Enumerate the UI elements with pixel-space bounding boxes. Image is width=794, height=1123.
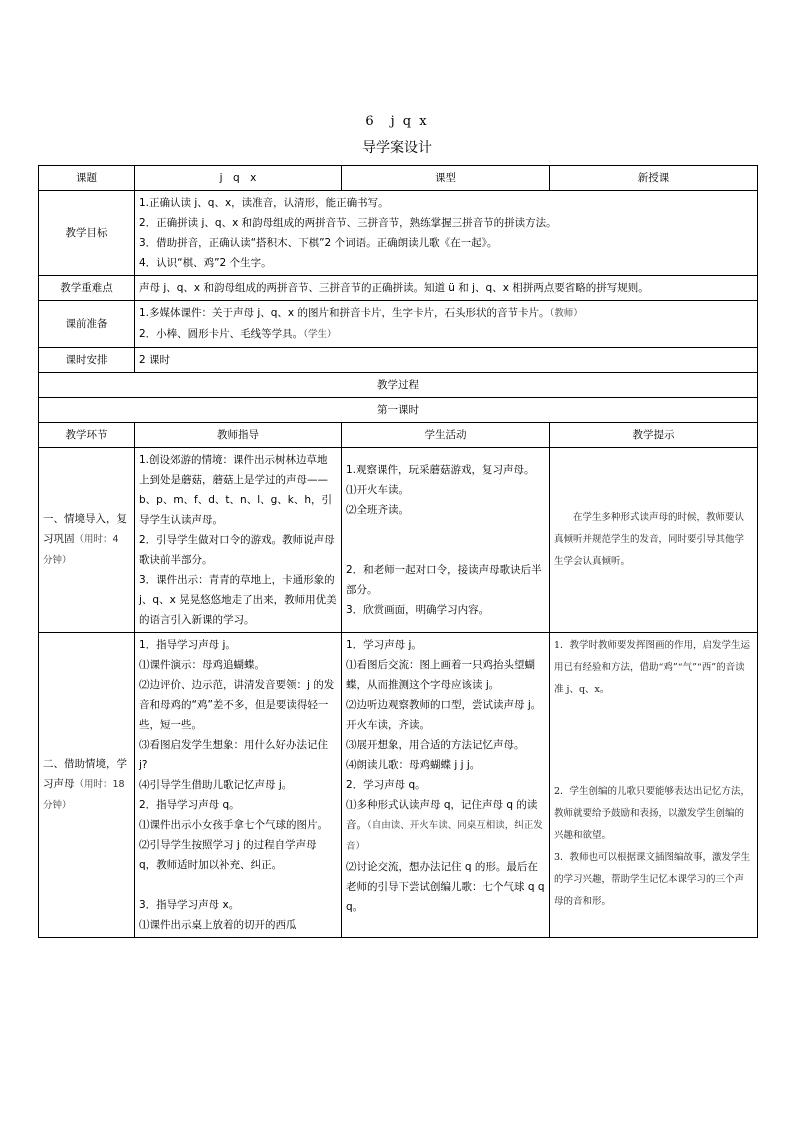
student-step: ⑷朗读儿歌：母鸡蝴蝶 j j j。 [346, 759, 481, 771]
teacher-step: ⑶看图启发学生想象：用什么好办法记住 j? [139, 739, 328, 771]
student-step: ⑵讨论交流，想办法记住 q 的形。最后在老师的引导下尝试创编儿歌：七个气球 q q q。 [346, 861, 545, 913]
teacher-step: 2．指导学习声母 q。 [139, 799, 240, 811]
tip-item: 1．教学时教师要发挥图画的作用，启发学生运用已有经验和方法，借助“鸡”“气”“西”的音读准 j、q、x。 [554, 640, 751, 695]
goals-content [135, 191, 758, 276]
teacher-step: ⑵引导学生按照学习 j 的过程自学声母 q，教师适时加以补充、纠正。 [139, 839, 317, 871]
key-label: 教学重难点 [39, 276, 135, 301]
process-title-row [39, 373, 758, 398]
teacher-step: 1.创设郊游的情境：课件出示树林边草地上到处是蘑菇，蘑菇上是学过的声母——b、p、m、f、d、t、n、l、g、k、h，引导学生认读声母。 [139, 454, 333, 526]
goal-item: 4．认识“棋、鸡”2 个生字。 [139, 257, 272, 269]
teacher-step: 3．课件出示：青青的草地上，卡通形象的 j、q、x 晃晃悠悠地走了出来，教师用优美的语言引入新课的学习。 [139, 574, 337, 626]
schedule-value: 2 课时 [135, 348, 758, 373]
section-1-stage [39, 448, 135, 633]
stage-title: 二、借助情境，学习声母 [43, 758, 127, 790]
prep-note-student: （学生） [303, 329, 337, 340]
info-row [39, 166, 758, 191]
header-stage: 教学环节 [39, 423, 135, 448]
preparation-row [39, 301, 758, 348]
type-label: 课型 [342, 166, 550, 191]
key-points-row [39, 276, 758, 301]
goal-item: 1.正确认读 j、q、x，读准音，认清形，能正确书写。 [139, 197, 389, 209]
goal-item: 2．正确拼读 j、q、x 和韵母组成的两拼音节、三拼音节，熟练掌握三拼音节的拼读方法。 [139, 217, 557, 229]
key-text: 声母 j、q、x 和韵母组成的两拼音节、三拼音节的正确拼读。知道 ü 和 j、q、x 相拼两点要省略的拼写规则。 [135, 276, 758, 301]
course-value: j q x [135, 166, 342, 191]
student-step: ⑴看图后交流：图上画着一只鸡抬头望蝴蝶，从而推测这个字母应该读 j。 [346, 659, 535, 691]
student-note: （自由读、开火车读、同桌互相读，纠正发音） [346, 820, 543, 852]
header-student: 学生活动 [342, 423, 550, 448]
stage-time: （用时：4 分钟） [43, 534, 119, 566]
lesson-plan-table [38, 165, 758, 938]
goal-item: 3．借助拼音，正确认读“搭积木、下棋”2 个词语。正确朗读儿歌《在一起》。 [139, 237, 498, 249]
lesson-title: 6 j q x [365, 114, 429, 129]
process-title: 教学过程 [39, 373, 758, 398]
tip-item: 2．学生创编的儿歌只要能够表达出记忆方法，教师就要给予鼓励和表扬，以激发学生创编的兴趣和欲望。 [554, 786, 751, 841]
teacher-step: 3．指导学习声母 x。 [139, 899, 240, 911]
teacher-step: ⑴课件出示桌上放着的切开的西瓜 [139, 919, 297, 931]
section-1-teacher [135, 448, 342, 633]
schedule-row [39, 348, 758, 373]
section-2-tips [550, 633, 758, 938]
student-step: ⑵全班齐读。 [346, 504, 409, 516]
teacher-step: ⑴课件演示：母鸡追蝴蝶。 [139, 659, 265, 671]
student-step: 2．和老师一起对口令，接读声母歌诀后半部分。 [346, 564, 542, 596]
section-2-stage [39, 633, 135, 938]
goals-row [39, 191, 758, 276]
stage-title: 一、情境导入，复习巩固 [43, 513, 127, 545]
teacher-step: ⑷引导学生借助儿歌记忆声母 j。 [139, 779, 293, 791]
teacher-step: ⑵边评价、边示范，讲清发音要领：j 的发音和母鸡的“鸡”差不多，但是要读得轻一些，短一些。 [139, 679, 335, 731]
header-teacher: 教师指导 [135, 423, 342, 448]
course-label: 课题 [39, 166, 135, 191]
stage-time: （用时：18 分钟） [43, 779, 125, 811]
prep-content [135, 301, 758, 348]
prep-line-2: 2．小棒、圆形卡片、毛线等学具。 [139, 328, 304, 340]
section-1-row [39, 448, 758, 633]
goals-label: 教学目标 [39, 191, 135, 276]
process-header-row [39, 423, 758, 448]
student-step: ⑵边听边观察教师的口型，尝试读声母 j。开火车读，齐读。 [346, 699, 542, 731]
student-step: 1．学习声母 j。 [346, 639, 422, 651]
section-1-student [342, 448, 550, 633]
type-value: 新授课 [550, 166, 758, 191]
prep-line-1: 1.多媒体课件：关于声母 j、q、x 的图片和拼音卡片，生字卡片，石头形状的音节卡片。 [139, 307, 550, 319]
student-step: 2．学习声母 q。 [346, 779, 426, 791]
header-tips: 教学提示 [550, 423, 758, 448]
student-step: ⑴多种形式认读声母 q，记住声母 q 的读音。 [346, 799, 538, 831]
section-1-tip: 在学生多种形式读声母的时候，教师要认真倾听并规范学生的发音，同时要引导其他学生学会认真倾听。 [550, 448, 758, 633]
student-step: 1.观察课件，玩采蘑菇游戏，复习声母。 [346, 464, 535, 476]
prep-note-teacher: （教师） [549, 308, 583, 319]
student-step: 3．欣赏画面，明确学习内容。 [346, 604, 490, 616]
schedule-label: 课时安排 [39, 348, 135, 373]
section-2-student [342, 633, 550, 938]
teacher-step: 2．引导学生做对口令的游戏。教师说声母歌诀前半部分。 [139, 534, 335, 566]
teacher-step: ⑴课件出示小女孩手拿七个气球的图片。 [139, 819, 328, 831]
student-step: ⑴开火车读。 [346, 484, 409, 496]
lesson-label: 第一课时 [39, 398, 758, 423]
section-2-teacher [135, 633, 342, 938]
prep-label: 课前准备 [39, 301, 135, 348]
student-step: ⑶展开想象，用合适的方法记忆声母。 [346, 739, 525, 751]
lesson-row [39, 398, 758, 423]
tip-item: 3．教师也可以根据课文插图编故事，激发学生的学习兴趣，帮助学生记忆本课学习的三个声母的音和形。 [554, 852, 751, 907]
teacher-step: 1．指导学习声母 j。 [139, 639, 236, 651]
document-subtitle: 导学案设计 [362, 140, 432, 156]
section-2-row [39, 633, 758, 938]
